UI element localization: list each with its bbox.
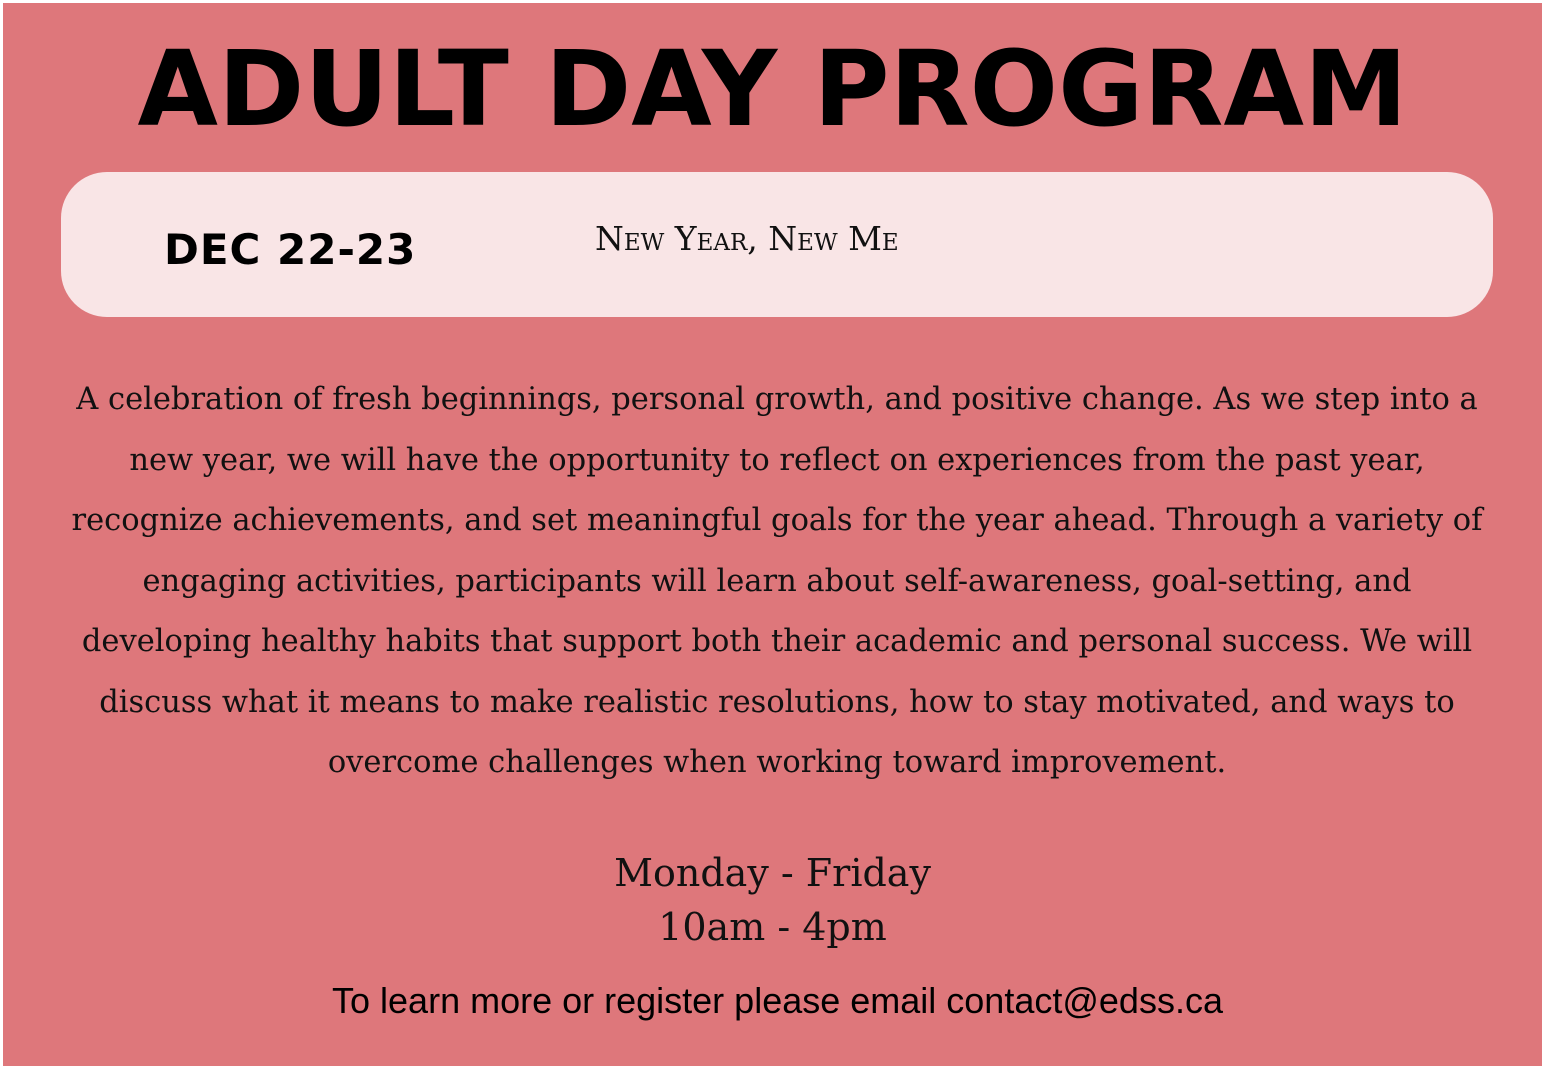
event-date: DEC 22-23	[164, 225, 417, 274]
contact-info: To learn more or register please email contact@edss.ca	[332, 980, 1223, 1021]
event-banner	[61, 172, 1493, 317]
program-description: A celebration of fresh beginnings, personal growth, and positive change. As we step into a new year, we will have the opportunity to reflect on experiences from the past year, recognize achievements, and set meaningful goals for the year ahead. Through a variety of engaging activities, participants will learn about self-awareness, goal-setting, and developing healthy habits that support both their academic and personal success. We will discuss what it means to make realistic resolutions, how to stay motivated, and ways to overcome challenges when working toward improvement.	[71, 382, 1483, 780]
schedule-hours: 10am - 4pm	[658, 905, 887, 949]
event-theme: New Year, New Me	[595, 219, 899, 258]
schedule-days: Monday - Friday	[614, 851, 931, 895]
page-title: ADULT DAY PROGRAM	[137, 28, 1408, 150]
